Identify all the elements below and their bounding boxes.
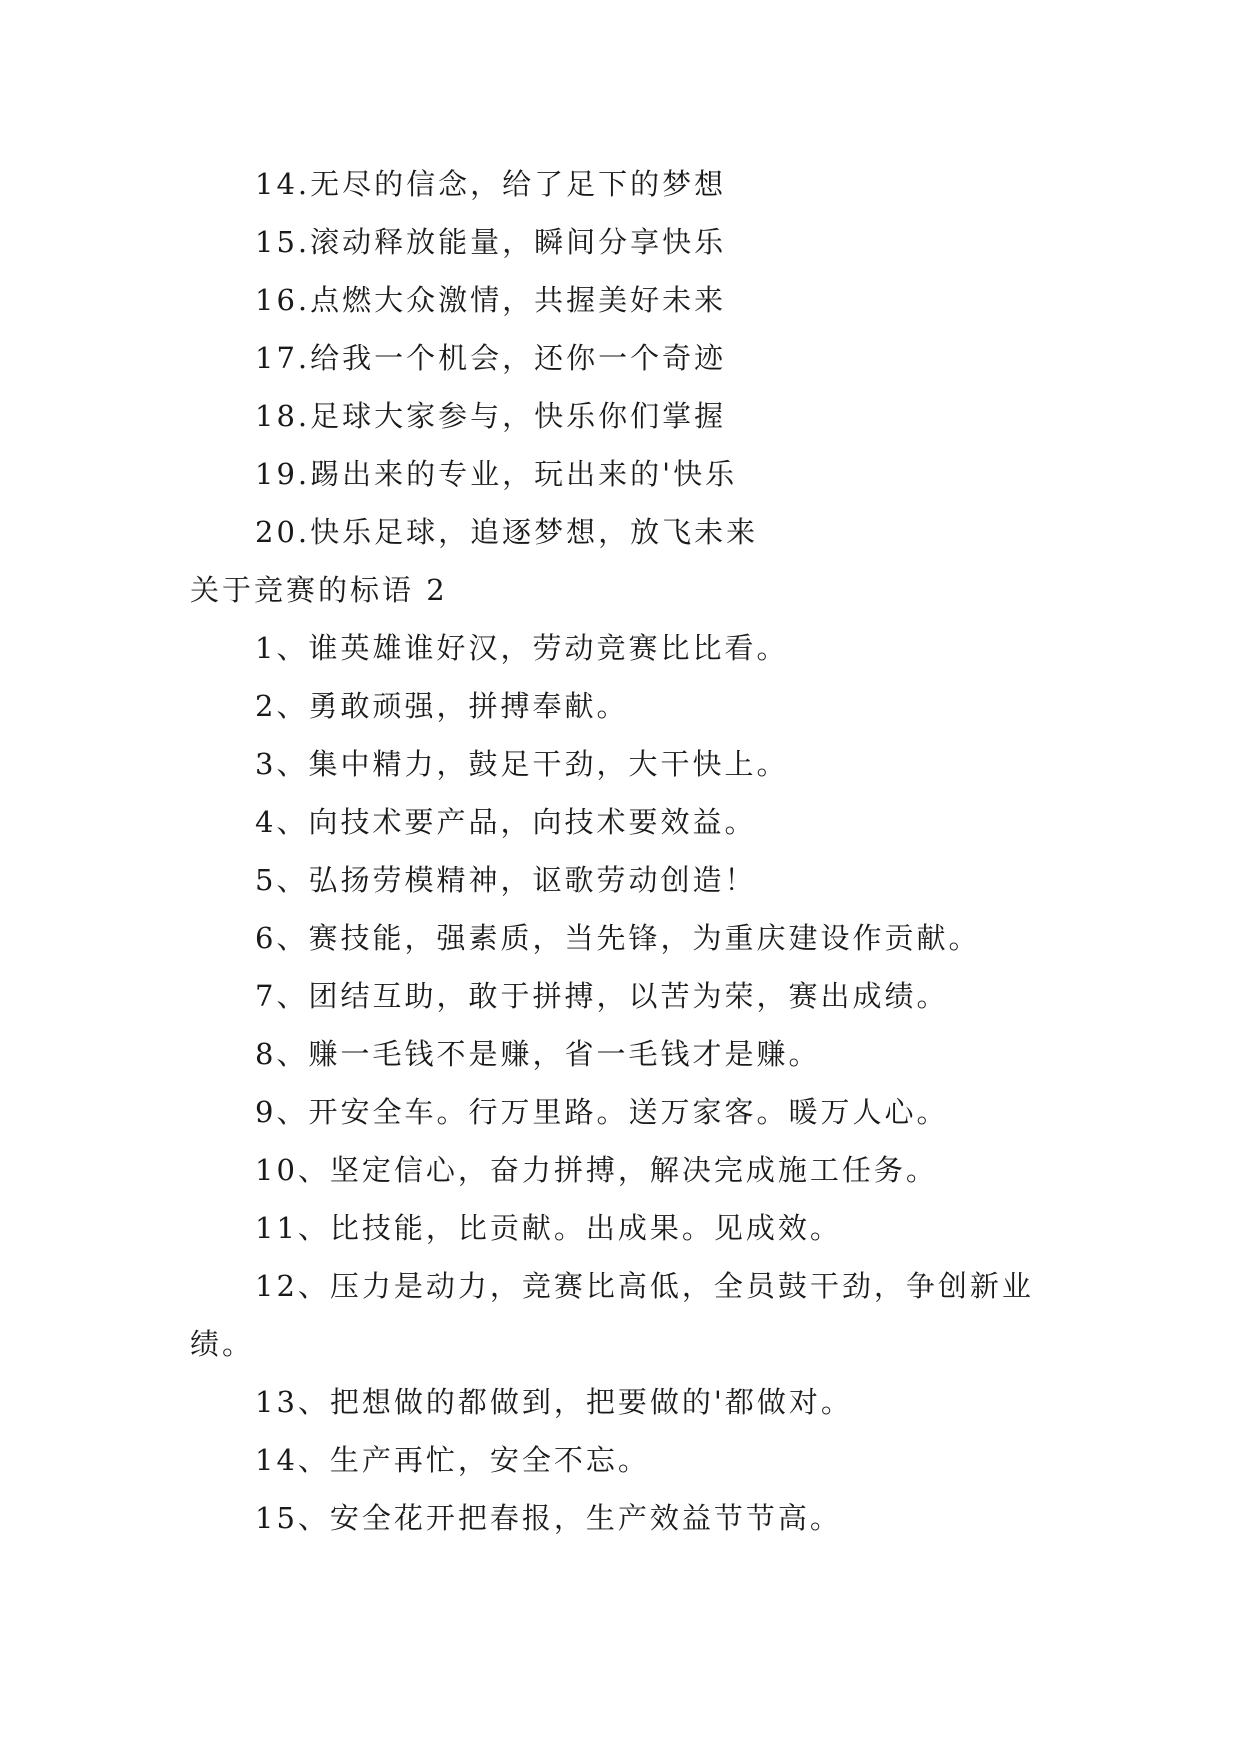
list-item: 3、集中精力，鼓足干劲，大干快上。	[255, 747, 789, 781]
list-item: 2、勇敢顽强，拼搏奉献。	[255, 689, 629, 723]
list-item: 6、赛技能，强素质，当先锋，为重庆建设作贡献。	[255, 921, 981, 955]
list-item: 9、开安全车。行万里路。送万家客。暖万人心。	[255, 1095, 949, 1129]
list-item: 14.无尽的信念，给了足下的梦想	[255, 167, 727, 201]
list-item: 18.足球大家参与，快乐你们掌握	[255, 399, 727, 433]
list-item: 14、生产再忙，安全不忘。	[255, 1443, 650, 1477]
list-item: 15、安全花开把春报，生产效益节节高。	[255, 1501, 842, 1535]
list-item: 4、向技术要产品，向技术要效益。	[255, 805, 757, 839]
list-item: 12、压力是动力，竞赛比高低，全员鼓干劲，争创新业	[255, 1269, 1034, 1303]
list-item: 15.滚动释放能量，瞬间分享快乐	[255, 225, 727, 259]
list-item: 17.给我一个机会，还你一个奇迹	[255, 341, 727, 375]
list-item: 20.快乐足球，追逐梦想，放飞未来	[255, 515, 759, 549]
list-item: 10、坚定信心，奋力拼搏，解决完成施工任务。	[255, 1153, 938, 1187]
list-item-continuation: 绩。	[190, 1327, 255, 1361]
list-item: 13、把想做的都做到，把要做的'都做对。	[255, 1385, 853, 1419]
list-item: 8、赚一毛钱不是赚，省一毛钱才是赚。	[255, 1037, 821, 1071]
list-item: 7、团结互助，敢于拼搏，以苦为荣，赛出成绩。	[255, 979, 949, 1013]
list-item: 11、比技能，比贡献。出成果。见成效。	[255, 1211, 842, 1245]
section-heading: 关于竞赛的标语 2	[190, 573, 448, 607]
list-item: 5、弘扬劳模精神，讴歌劳动创造！	[255, 863, 757, 897]
list-item: 1、谁英雄谁好汉，劳动竞赛比比看。	[255, 631, 789, 665]
list-item: 16.点燃大众激情，共握美好未来	[255, 283, 727, 317]
list-item: 19.踢出来的专业，玩出来的'快乐	[255, 457, 738, 491]
